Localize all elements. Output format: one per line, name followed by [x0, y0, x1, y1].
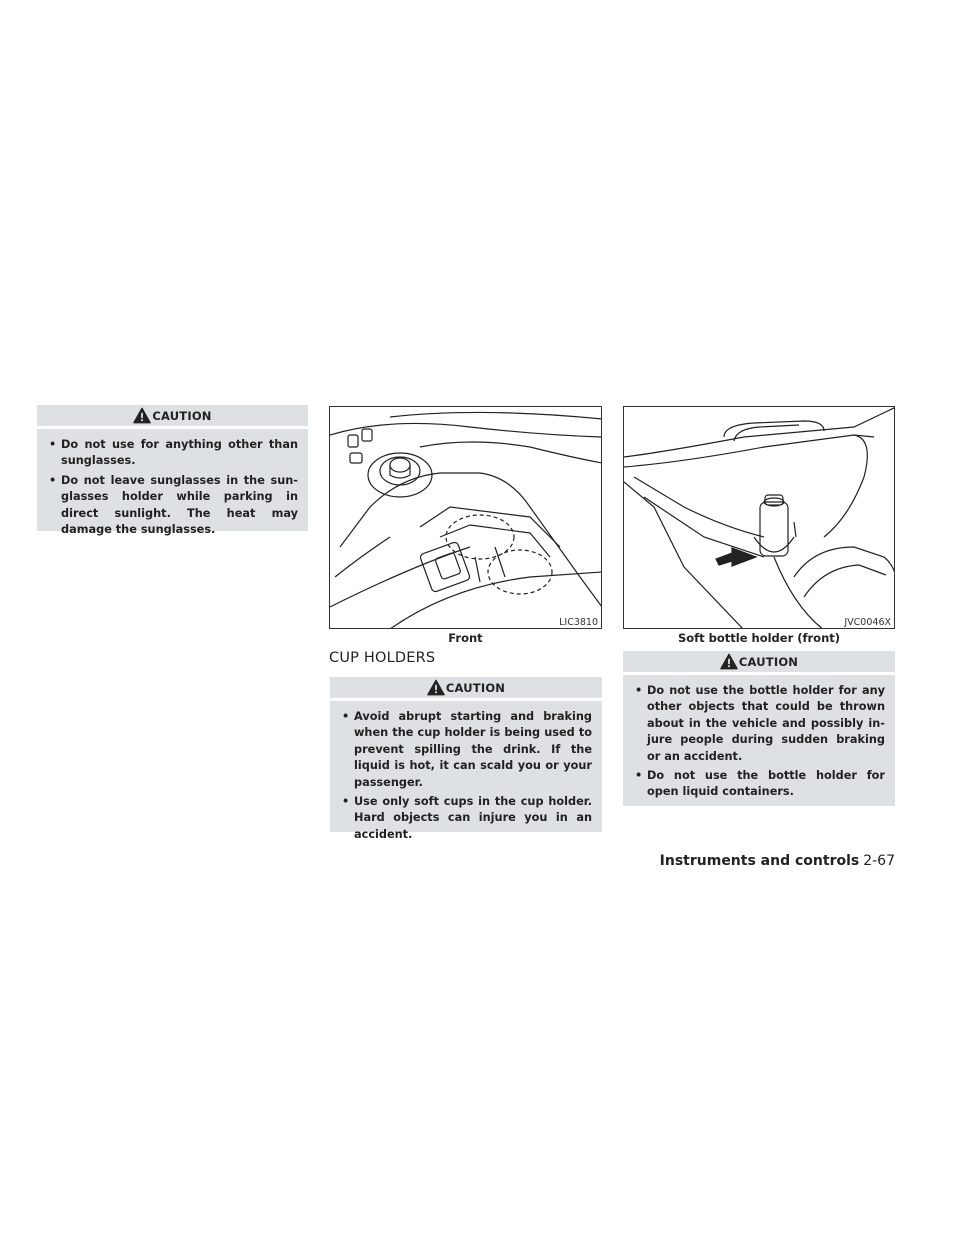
chapter-title: Instruments and controls: [659, 853, 860, 869]
figure-code: JVC0046X: [844, 617, 891, 628]
cup-holder-caution-box: [330, 677, 602, 841]
warning-icon: [427, 679, 445, 696]
caution-item: • Use only soft cups in the cup holder. Hard objects can injure you in an accident.: [342, 795, 592, 841]
bottle-holder-illustration: [624, 407, 895, 629]
cup-holder-figure: [329, 406, 602, 629]
caution-header: [37, 405, 308, 429]
page-footer: [650, 853, 895, 869]
section-heading: CUP HOLDERS: [329, 650, 436, 666]
caution-item: • Do not leave sunglasses in the sun-glasses holder while parking in direct sunlight. The heat may damage the sunglasses.: [49, 473, 298, 537]
caution-header: [623, 651, 895, 675]
caution-list: [342, 709, 592, 843]
caution-item: • Do not use the bottle holder for open liquid containers.: [635, 769, 885, 799]
caution-list: [49, 437, 298, 538]
caution-title: CAUTION: [152, 408, 212, 423]
bottle-holder-caution-box: [623, 651, 895, 806]
figure-caption: Front: [448, 631, 483, 645]
caution-title: CAUTION: [738, 654, 799, 669]
caution-item: • Avoid abrupt starting and braking when the cup holder is being used to prevent spilling the drink. If the liquid is hot, it can scald you or your passenger.: [342, 710, 592, 789]
figure-caption: Soft bottle holder (front): [677, 631, 841, 645]
caution-item: • Do not use the bottle holder for any other objects that could be thrown about in the vehicle and possibly in-jure people during sudden braking or an accident.: [635, 684, 885, 763]
caution-list: [635, 683, 885, 801]
caution-item: • Do not use for anything other than sunglasses.: [49, 438, 298, 468]
figure-code: LIC3810: [559, 617, 598, 628]
caution-header: [330, 677, 602, 701]
cup-holder-illustration: [330, 407, 602, 629]
warning-icon: [133, 407, 151, 424]
bottle-holder-figure: [623, 406, 895, 629]
page-number: 2-67: [863, 853, 895, 869]
sunglasses-caution-box: [37, 405, 308, 537]
warning-icon: [720, 653, 738, 670]
caution-title: CAUTION: [445, 680, 506, 695]
